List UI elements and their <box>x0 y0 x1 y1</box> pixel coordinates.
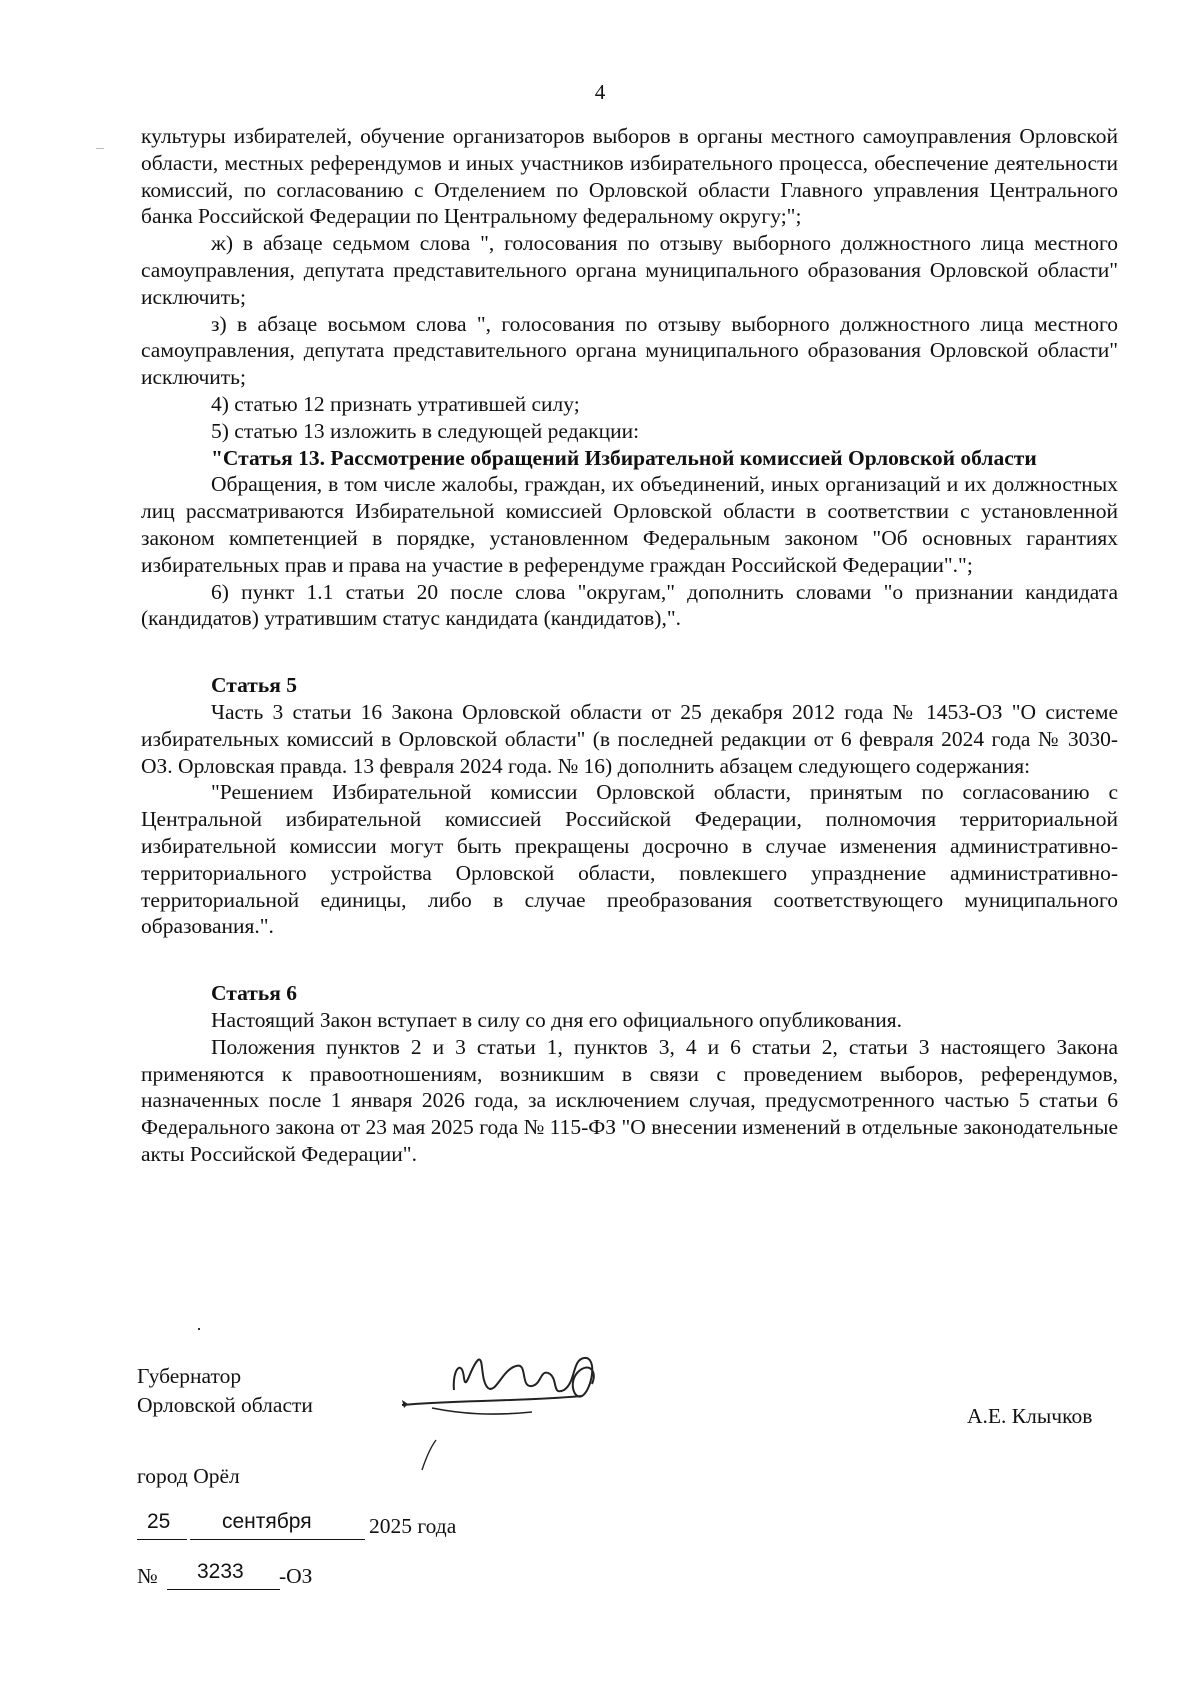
date-year: 2025 года <box>369 1514 457 1538</box>
governor-title-line1: Губернатор <box>137 1364 242 1388</box>
paragraph-2: ж) в абзаце седьмом слова ", голосования по отзыву выборного должностного лица местного самоуправления, депутата представительного органа муниципального образования Орловской области" исключить; <box>141 231 1118 309</box>
handwritten-signature <box>392 1330 632 1480</box>
paragraph-13: Настоящий Закон вступает в силу со дня его официального опубликования. <box>211 1007 903 1032</box>
paragraph-14: Положения пунктов 2 и 3 статьи 1, пунктов 3, 4 и 6 статьи 2, статьи 3 настоящего Закона применяются к правоотношениям, возникшим в связи с проведением выборов, референдумов, назначенных после 1 января 2026 года, за исключением случая, предусмотренного частью 5 статьи 6 Федерального закона от 23 мая 2025 года № 115-ФЗ "О внесении изменений в отдельные законодательные акты Российской Федерации". <box>141 1034 1118 1166</box>
governor-title-line2: Орловской области <box>137 1393 313 1417</box>
number-value: 3233 <box>197 1560 244 1583</box>
article-6-title: Статья 6 <box>211 981 297 1006</box>
paragraph-3: з) в абзаце восьмом слова ", голосования по отзыву выборного должностного лица местного самоуправления, депутата представительного органа муниципального образования Орловской области" исключить; <box>141 311 1118 390</box>
number-underline <box>167 1589 280 1590</box>
governor-name: А.Е. Клычков <box>967 1404 1093 1428</box>
date-month-underline <box>190 1539 365 1540</box>
page-number: 4 <box>594 80 606 104</box>
law-number <box>137 1560 437 1593</box>
paragraph-10: Часть 3 статьи 16 Закона Орловской области от 25 декабря 2012 года № 1453-ОЗ "О системе избирательных комиссий в Орловской области" (в последней редакции от 6 февраля 2024 года № 3030-ОЗ. Орловская правда. 13 февраля 2024 года. № 16) дополнить абзацем следующего содержания: <box>141 699 1118 778</box>
signing-date <box>137 1510 537 1543</box>
date-day-underline <box>137 1539 187 1540</box>
stray-dot <box>198 1328 200 1330</box>
number-suffix: -ОЗ <box>279 1564 313 1588</box>
paragraph-7: Обращения, в том числе жалобы, граждан, их объединений, иных организаций и их должностных лиц рассматриваются Избирательной комиссией Орловской области в соответствии с установленной законом компетенцией в порядке, установленном Федеральным законом "Об основных гарантиях избирательных прав и права на участие в референдуме граждан Российской Федерации"."; <box>141 472 1118 577</box>
article-13-heading: "Статья 13. Рассмотрение обращений Избирательной комиссией Орловской области <box>211 445 1037 470</box>
signing-place: город Орёл <box>137 1464 240 1488</box>
paragraph-4: 4) статью 12 признать утратившей силу; <box>211 391 580 416</box>
paragraph-1: культуры избирателей, обучение организаторов выборов в органы местного самоуправления Орловской области, местных референдумов и иных участников избирательного процесса, обеспечение деятельности комиссий, по согласованию с Отделением по Орловской области Главного управления Центрального банка Российской Федерации по Центральному федеральному округу;"; <box>141 124 1118 229</box>
date-month: сентября <box>222 1510 312 1533</box>
paragraph-11: "Решением Избирательной комиссии Орловской области, принятым по согласованию с Центральной избирательной комиссией Российской Федерации, полномочия территориальной избирательной комиссии могут быть прекращены досрочно в случае изменения административно-территориального устройства Орловской области, повлекшего упразднение административно-территориальной единицы, либо в случае преобразования соответствующего муниципального образования.". <box>141 780 1118 939</box>
paragraph-8: 6) пункт 1.1 статьи 20 после слова "округам," дополнить словами "о признании кандидата (кандидатов) утратившим статус кандидата (кандидатов),". <box>141 579 1118 631</box>
paragraph-5: 5) статью 13 изложить в следующей редакции: <box>211 418 640 443</box>
date-day: 25 <box>147 1510 171 1533</box>
number-sign: № <box>137 1564 158 1588</box>
article-5-title: Статья 5 <box>211 673 297 698</box>
